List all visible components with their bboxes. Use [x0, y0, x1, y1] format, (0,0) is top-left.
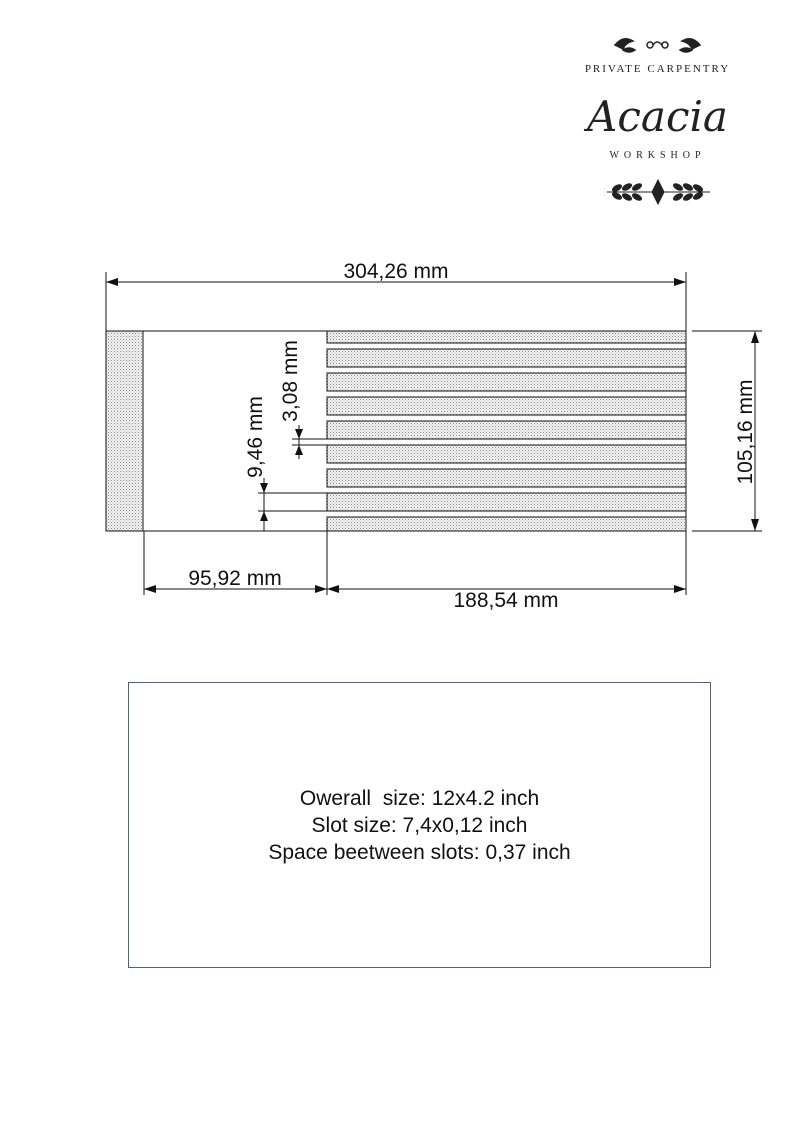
logo-tagline-bottom: WORKSHOP	[609, 150, 706, 161]
slot-bar	[327, 397, 686, 415]
specification-notes-box	[128, 682, 711, 968]
overall-length-label: 304,26 mm	[343, 260, 449, 283]
margin-label: 95,92 mm	[188, 567, 282, 590]
slot-bars	[327, 331, 686, 531]
slot-bar	[327, 373, 686, 391]
slot-bar	[327, 469, 686, 487]
board-end-strip	[106, 331, 143, 531]
slot-length-label: 188,54 mm	[453, 589, 559, 612]
slot-bar	[327, 493, 686, 511]
slot-spacing-label: 9,46 mm	[244, 396, 267, 478]
slot-bar	[327, 421, 686, 439]
slot-bar	[327, 445, 686, 463]
note-slot-size: Slot size: 7,4x0,12 inch	[311, 813, 528, 837]
slot-bar	[327, 517, 686, 531]
slot-bar	[327, 331, 686, 343]
logo-tagline-top: PRIVATE CARPENTRY	[584, 63, 731, 75]
note-slot-spacing: Space beetween slots: 0,37 inch	[268, 840, 571, 864]
logo-name: Acacia	[587, 92, 728, 141]
slot-bar	[327, 349, 686, 367]
slot-width-label: 3,08 mm	[279, 340, 302, 422]
note-overall-size: Owerall size: 12x4.2 inch	[299, 786, 540, 810]
overall-height-label: 105,16 mm	[734, 379, 757, 485]
